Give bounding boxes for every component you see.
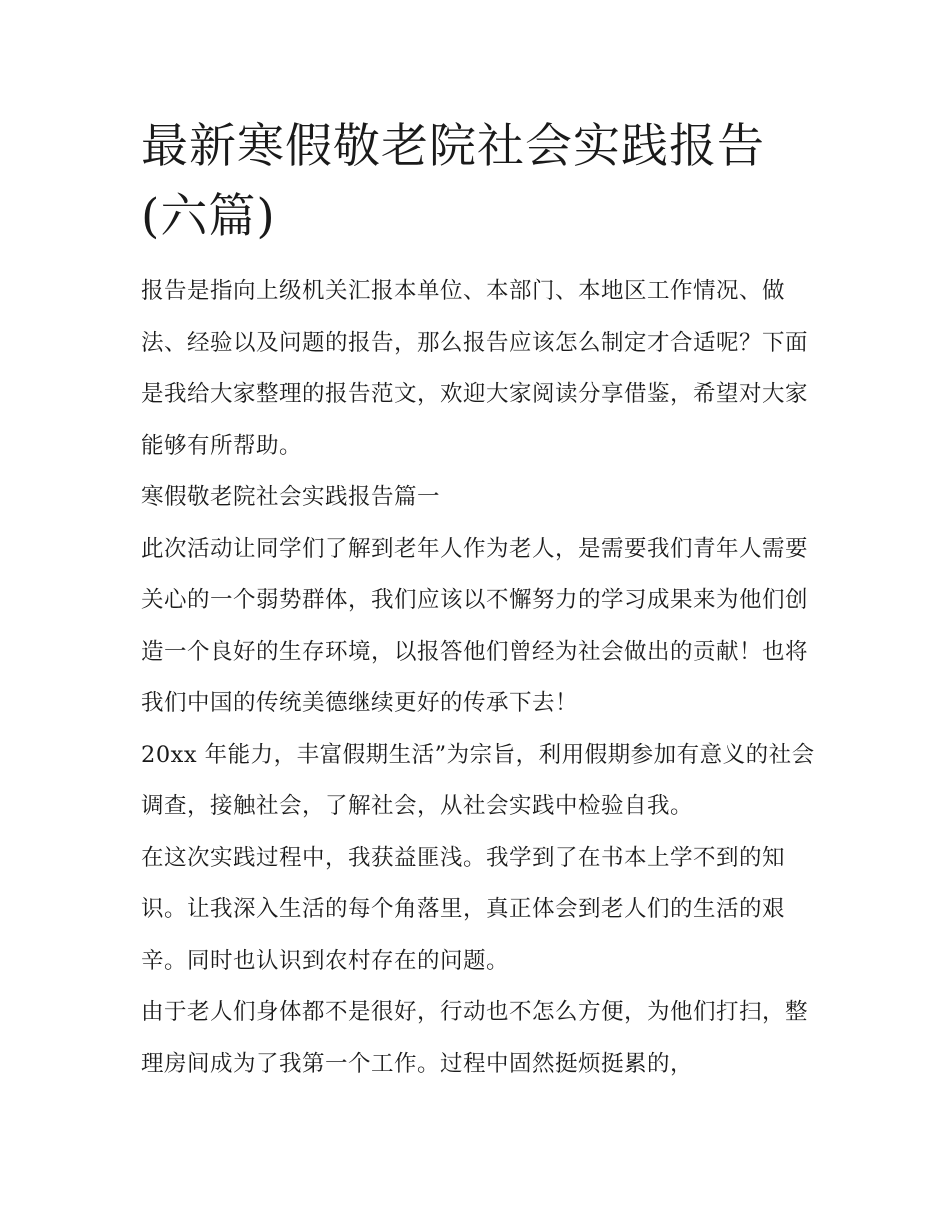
body-paragraph: 在这次实践过程中，我获益匪浅。我学到了在书本上学不到的知识。让我深入生活的每个角落里，真正体会到老人们的生活的艰辛。同时也认识到农村存在的问题。	[141, 844, 786, 974]
section-heading: 寒假敬老院社会实践报告篇一	[141, 484, 441, 510]
intro-paragraph: 报告是指向上级机关汇报本单位、本部门、本地区工作情况、做法、经验以及问题的报告，那么报告应该怎么制定才合适呢？下面是我给大家整理的报告范文，欢迎大家阅读分享借鉴，希望对大家能够有所帮助。	[141, 278, 809, 459]
body-paragraph: 此次活动让同学们了解到老年人作为老人，是需要我们青年人需要关心的一个弱势群体，我们应该以不懈努力的学习成果来为他们创造一个良好的生存环境，以报答他们曾经为社会做出的贡献！也将我们中国的传统美德继续更好的传承下去！	[141, 535, 809, 716]
document-title: 最新寒假敬老院社会实践报告(六篇)	[141, 119, 765, 244]
document-body	[141, 112, 821, 1090]
body-paragraph: 20xx 年能力，丰富假期生活”为宗旨，利用假期参加有意义的社会调查，接触社会，了解社会，从社会实践中检验自我。	[141, 741, 815, 819]
body-paragraph: 由于老人们身体都不是很好，行动也不怎么方便，为他们打扫，整理房间成为了我第一个工作。过程中固然挺烦挺累的，	[141, 999, 809, 1077]
